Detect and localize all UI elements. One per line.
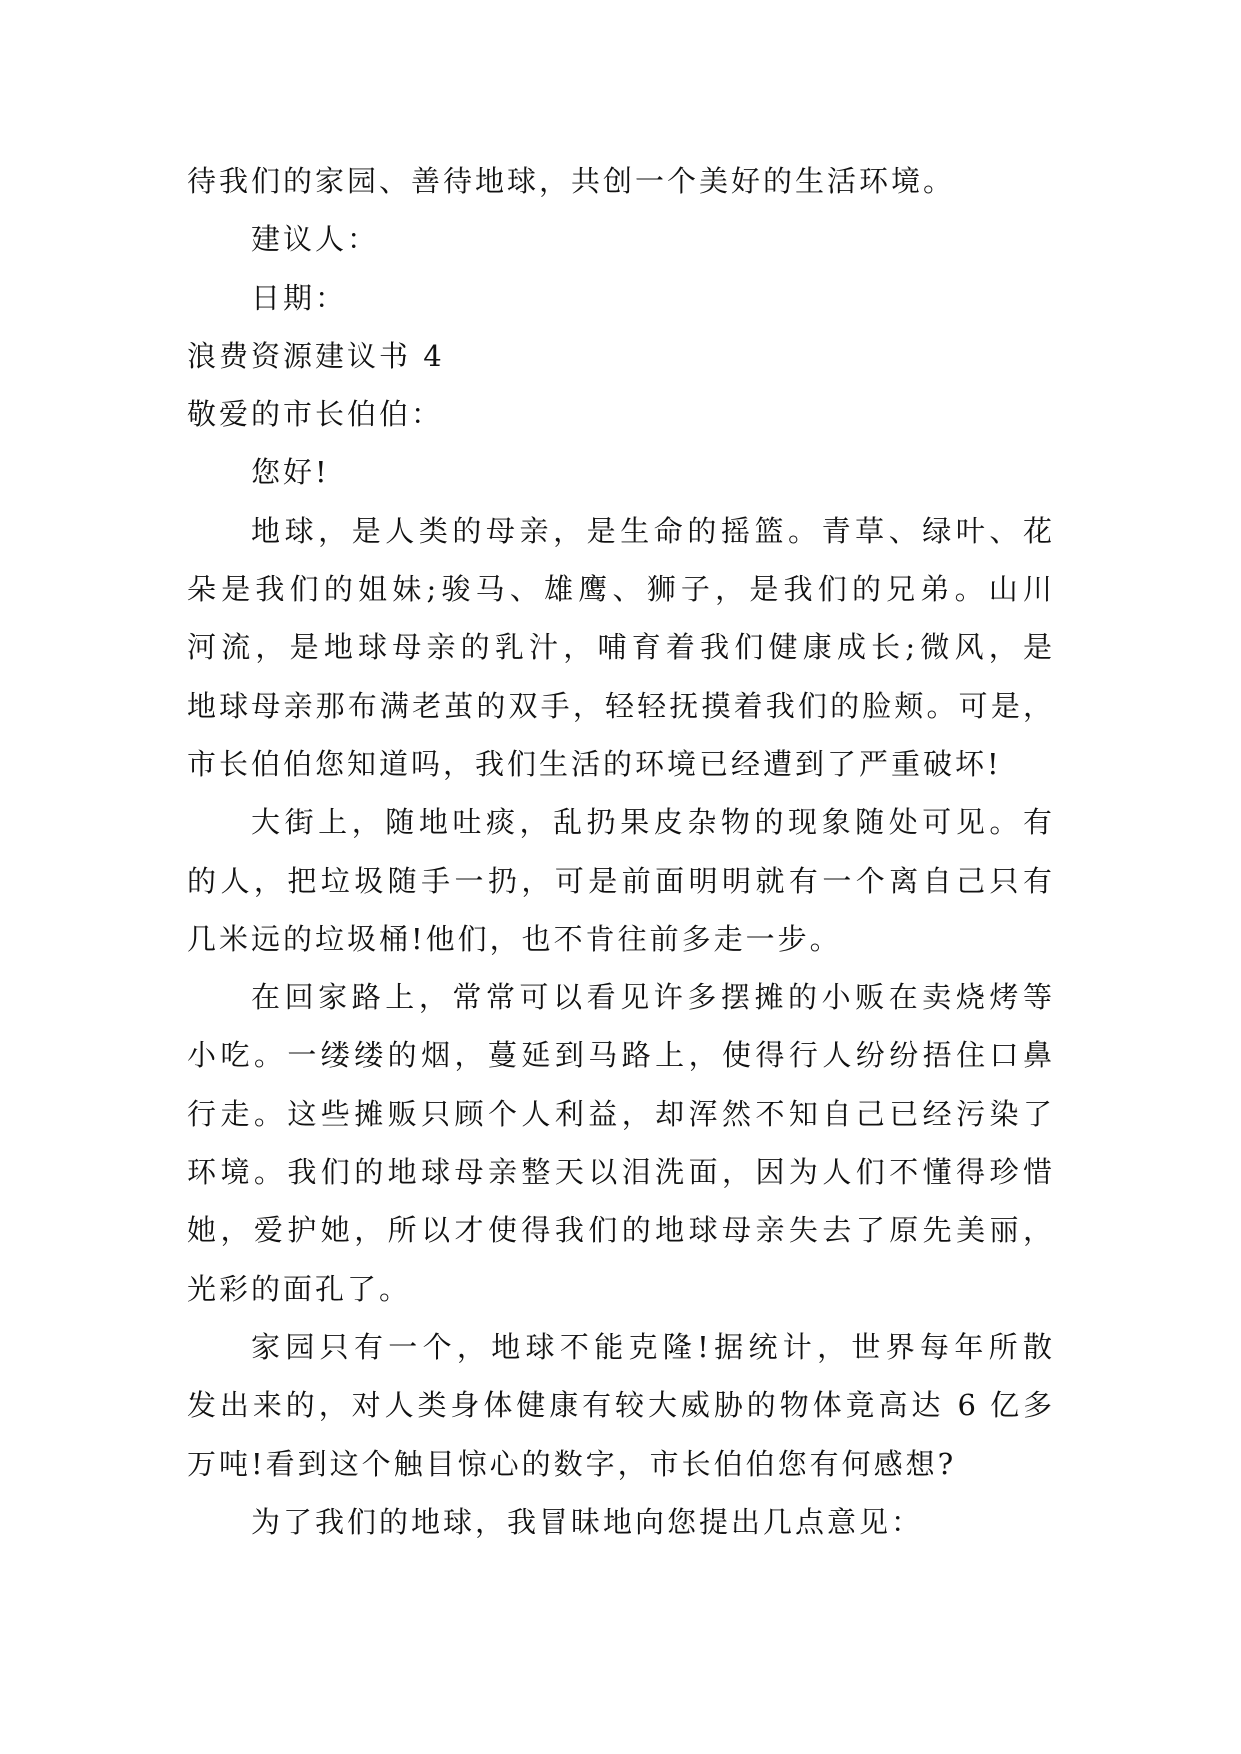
greeting: 您好!: [251, 455, 330, 490]
paragraph-line: 市长伯伯您知道吗，我们生活的环境已经遭到了严重破坏!: [187, 746, 1002, 781]
salutation: 敬爱的市长伯伯：: [187, 397, 444, 432]
paragraph-line: 发出来的，对人类身体健康有较大威胁的物体竟高达 6 亿多: [187, 1388, 1053, 1423]
paragraph: [187, 968, 1053, 1318]
paragraph-line: 地球，是人类的母亲，是生命的摇篮。青草、绿叶、花: [251, 513, 1053, 548]
continuation-line: 待我们的家园、善待地球，共创一个美好的生活环境。: [187, 164, 956, 198]
paragraph-line: 环境。我们的地球母亲整天以泪洗面，因为人们不懂得珍惜: [187, 1155, 1053, 1190]
paragraph-line: 为了我们的地球，我冒昧地向您提出几点意见：: [251, 1504, 924, 1539]
paragraph-line: 的人，把垃圾随手一扔，可是前面明明就有一个离自己只有: [187, 863, 1053, 898]
paragraph-line: 地球母亲那布满老茧的双手，轻轻抚摸着我们的脸颊。可是，: [187, 688, 1053, 723]
paragraph: [187, 1493, 1053, 1551]
paragraph-line: 几米远的垃圾桶!他们，也不肯往前多走一步。: [187, 921, 842, 956]
paragraph-line: 小吃。一缕缕的烟，蔓延到马路上，使得行人纷纷捂住口鼻: [187, 1038, 1053, 1073]
paragraph-line: 万吨!看到这个触目惊心的数字，市长伯伯您有何感想?: [187, 1446, 957, 1481]
paragraph: [187, 502, 1053, 793]
paragraph-line: 她，爱护她，所以才使得我们的地球母亲失去了原先美丽，: [187, 1213, 1053, 1248]
paragraph-line: 光彩的面孔了。: [187, 1271, 412, 1306]
paragraph-line: 大街上，随地吐痰，乱扔果皮杂物的现象随处可见。有: [251, 805, 1053, 840]
paragraph-line: 河流，是地球母亲的乳汁，哺育着我们健康成长;微风，是: [187, 630, 1053, 665]
document-body: [187, 152, 1053, 1551]
proposer-label: 建议人：: [251, 222, 380, 257]
paragraph-line: 行走。这些摊贩只顾个人利益，却浑然不知自己已经污染了: [187, 1096, 1053, 1131]
paragraph: [187, 1318, 1053, 1493]
paragraph-line: 家园只有一个，地球不能克隆!据统计，世界每年所散: [251, 1329, 1053, 1364]
letter-title: 浪费资源建议书 4: [187, 338, 445, 373]
paragraph-line: 在回家路上，常常可以看见许多摆摊的小贩在卖烧烤等: [251, 980, 1053, 1015]
date-label: 日期：: [251, 280, 348, 315]
paragraph-line: 朵是我们的姐妹;骏马、雄鹰、狮子，是我们的兄弟。山川: [187, 572, 1053, 607]
paragraph: [187, 793, 1053, 968]
